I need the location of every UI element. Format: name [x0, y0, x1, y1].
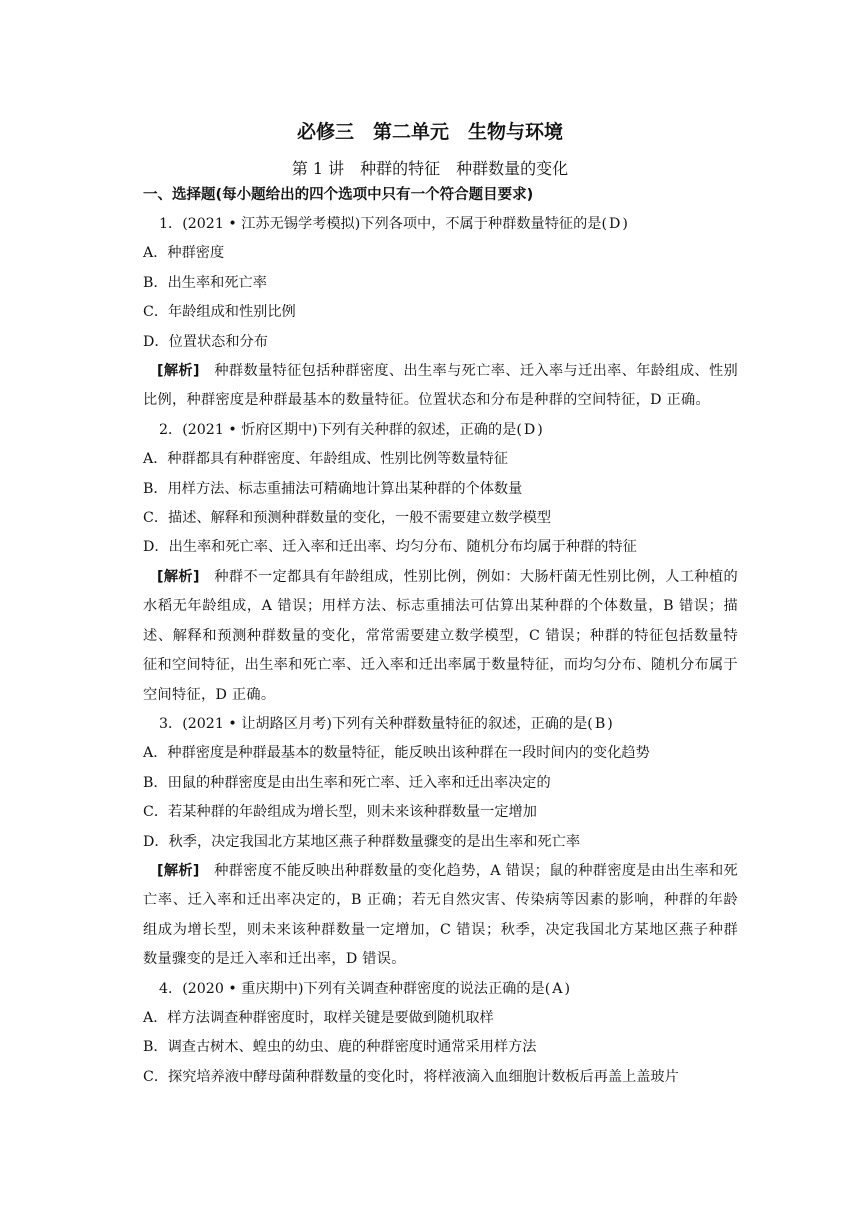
option: D．秋季，决定我国北方某地区燕子种群数量骤变的是出生率和死亡率: [143, 833, 581, 850]
answer: D: [523, 421, 536, 438]
explanation-label: [解析]: [157, 568, 200, 585]
option: D．出生率和死亡率、迁入率和迁出率、均匀分布、随机分布均属于种群的特征: [143, 539, 637, 556]
option: D．位置状态和分布: [143, 333, 268, 350]
option: B．调查古树木、蝗虫的幼虫、鹿的种群密度时通常采用样方法: [143, 1039, 537, 1056]
option: C．若某种群的年龄组成为增长型，则未来该种群数量一定增加: [143, 804, 537, 821]
option: C．年龄组成和性别比例: [143, 304, 296, 321]
page-title: 必修三 第二单元 生物与环境: [296, 121, 563, 143]
option: A．种群密度: [143, 245, 225, 262]
option: B．出生率和死亡率: [143, 274, 267, 291]
option: B．用样方法、标志重捕法可精确地计算出某种群的个体数量: [143, 480, 523, 497]
explanation: [解析] 种群数量特征包括种群密度、出生率与死亡率、迁入率与迁出率、年龄组成、性别比例，种群密度是种群最基本的数量特征。位置状态和分布是种群的空间特征，D 正确。: [143, 363, 738, 409]
option: B．田鼠的种群密度是由出生率和死亡率、迁入率和迁出率决定的: [143, 774, 551, 791]
answer: D: [609, 216, 621, 232]
lesson-subtitle: 第 1 讲 种群的特征 种群数量的变化: [291, 159, 569, 178]
option: A．样方法调查种群密度时，取样关键是要做到随机取样: [143, 1009, 494, 1026]
question-stem: 1．(2021 • 江苏无锡学考模拟)下列各项中，不属于种群数量特征的是( D ): [159, 216, 628, 232]
question-stem: 4．(2020 • 重庆期中)下列有关调查种群密度的说法正确的是( A ): [159, 980, 571, 997]
answer: B: [594, 715, 606, 732]
explanation: [解析] 种群不一定都具有年龄组成，性别比例，例如：大肠杆菌无性别比例，人工种植的水稻无年龄组成，A 错误；用样方法、标志重捕法可估算出某种群的个体数量，B 错误；描述、解释和预测种群数量的变化，常常需要建立数学模型，C 错误；种群的特征包括数量特征和空间特征，出生率和死亡率、迁入率和迁出率属于数量特征，而均匀分布、随机分布属于空间特征，D 正确。: [143, 568, 738, 703]
question-stem: 3．(2021 • 让胡路区月考)下列有关种群数量特征的叙述，正确的是( B ): [159, 715, 613, 732]
question-stem: 2．(2021 • 忻府区期中)下列有关种群的叙述，正确的是( D ): [159, 421, 543, 438]
answer: A: [552, 980, 563, 997]
option: A．种群都具有种群密度、年龄组成、性别比例等数量特征: [143, 451, 508, 468]
option: C．描述、解释和预测种群数量的变化，一般不需要建立数学模型: [143, 510, 552, 527]
section-heading: 一、选择题(每小题给出的四个选项中只有一个符合题目要求): [143, 187, 534, 203]
explanation: [解析] 种群密度不能反映出种群数量的变化趋势，A 错误；鼠的种群密度是由出生率和死亡率、迁入率和迁出率决定的，B 正确；若无自然灾害、传染病等因素的影响，种群的年龄组成为增长型，则未来该种群数量一定增加，C 错误；秋季，决定我国北方某地区燕子种群数量骤变的是迁入率和迁出率，D 错误。: [143, 862, 739, 968]
option: A．种群密度是种群最基本的数量特征，能反映出该种群在一段时间内的变化趋势: [143, 745, 650, 762]
option: C．探究培养液中酵母菌种群数量的变化时，将样液滴入血细胞计数板后再盖上盖玻片: [143, 1068, 679, 1085]
explanation-label: [解析]: [157, 862, 200, 879]
explanation-label: [解析]: [157, 363, 200, 380]
question-list: [143, 210, 738, 1092]
